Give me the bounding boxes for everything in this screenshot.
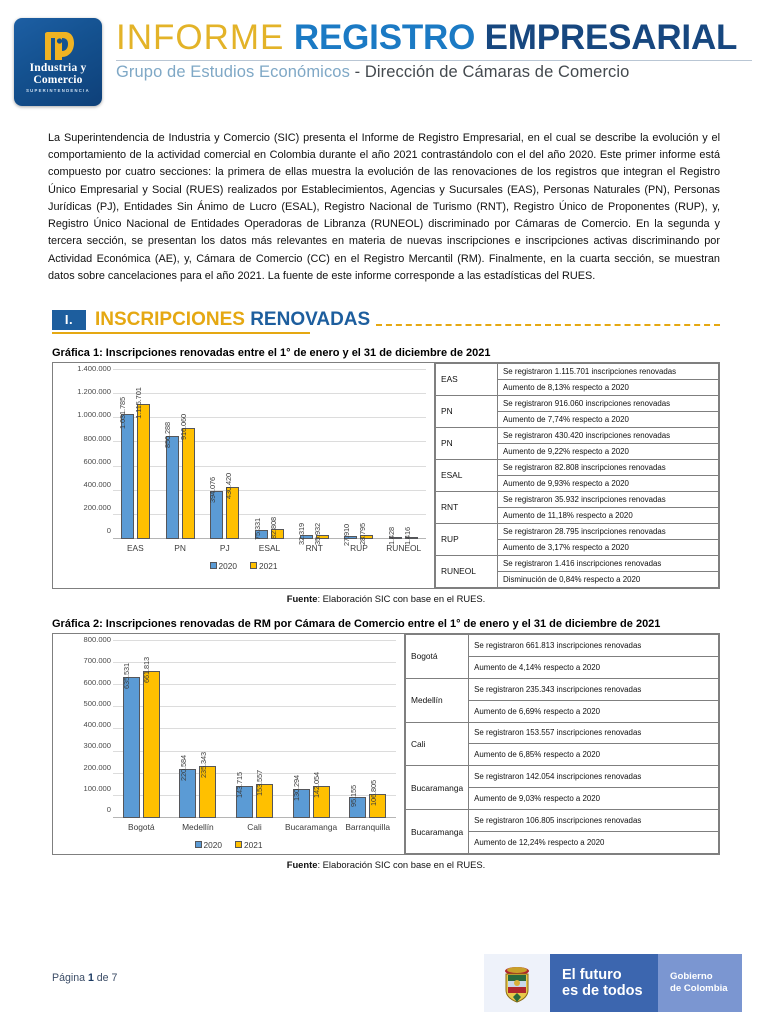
bar-Cali-2021 [255, 769, 273, 818]
table-cell-variation: Aumento de 6,85% respecto a 2020 [469, 744, 719, 766]
chart-1-bars [113, 369, 426, 546]
bar-group [337, 369, 382, 546]
y-tick-label: 1.200.000 [77, 387, 111, 397]
figure-2-table-cell [405, 634, 719, 854]
bar-value-label: 661.813 [142, 656, 152, 683]
section-underline [52, 332, 310, 334]
header-divider [116, 60, 752, 61]
y-tick-label: 400.000 [83, 720, 111, 730]
bar-group [113, 640, 170, 818]
bar-group [283, 640, 340, 818]
bar-PJ-2021 [223, 472, 239, 539]
bar-PN-2020 [163, 421, 179, 539]
figure-2-title: Gráfica 2: Inscripciones renovadas de RM por Cámara de Comercio entre el 1° de enero y el 31 de diciembre de 2021 [52, 617, 661, 630]
x-tick-label: ESAL [258, 542, 281, 553]
legend-label: 2021 [244, 839, 263, 850]
section-title-inscripciones: INSCRIPCIONES [95, 308, 245, 330]
table-cell-registered: Se registraron 661.813 inscripciones renovadas [469, 634, 719, 656]
legend-item-2020[interactable] [210, 561, 237, 571]
y-tick-label: 700.000 [83, 656, 111, 666]
bar-value-label: 130.294 [292, 774, 302, 801]
y-tick-label: 400.000 [83, 479, 111, 489]
legend-swatch [235, 841, 242, 848]
chart-1-legend [57, 561, 430, 571]
bar-Bucaramanga-2021 [312, 772, 330, 818]
table-row [406, 722, 719, 744]
bar-group [113, 369, 158, 539]
bar-value-label: 28.795 [357, 523, 367, 546]
bar-group [170, 640, 227, 818]
bar-group [158, 369, 203, 539]
y-tick-label: 600.000 [83, 456, 111, 466]
table-cell-registered: Se registraron 430.420 inscripciones renovadas [498, 427, 719, 443]
bar-group [202, 369, 247, 539]
table-row [436, 363, 719, 379]
bar-Bogotá-2020 [122, 662, 140, 818]
table-cell-variation: Aumento de 11,18% respecto a 2020 [498, 507, 719, 523]
figure-1-source-label: Fuente [286, 592, 318, 604]
table-cell-category: RNT [436, 491, 498, 523]
table-cell-variation: Aumento de 4,14% respecto a 2020 [469, 656, 719, 678]
bar-ESAL-2021 [268, 516, 284, 539]
bar-PJ-2020 [207, 477, 223, 539]
sic-logo-subtext: SUPERINTENDENCIA [26, 88, 90, 94]
table-cell-variation: Aumento de 7,74% respecto a 2020 [498, 411, 719, 427]
y-tick-label: 0 [106, 805, 111, 815]
legend-label: 2020 [218, 560, 237, 571]
chart-2-bars [113, 640, 396, 818]
figure-1 [52, 347, 720, 604]
figure-2-source [52, 859, 720, 870]
y-tick-label: 800.000 [83, 433, 111, 443]
bar-RUP-2020 [341, 523, 357, 546]
bar-value-label: 394.076 [207, 477, 217, 504]
section-title [95, 309, 370, 331]
table-cell-variation: Aumento de 12,24% respecto a 2020 [469, 831, 719, 853]
table-cell-registered: Se registraron 28.795 inscripciones renovadas [498, 523, 719, 539]
bar-value-label: 1.416 [402, 526, 412, 545]
section-number: I. [52, 310, 86, 330]
chart-2-legend [57, 840, 400, 850]
table-cell-registered: Se registraron 1.115.701 inscripciones renovadas [498, 363, 719, 379]
chart-2-x-axis [113, 822, 396, 832]
figure-1-source [52, 593, 720, 604]
table-row [436, 523, 719, 539]
bar-EAS-2021 [134, 386, 150, 539]
y-tick-label: 1.000.000 [77, 410, 111, 420]
gov-brand-line2: de Colombia [670, 983, 728, 994]
legend-item-2021[interactable] [235, 840, 262, 850]
x-tick-label: RUP [350, 542, 368, 553]
x-tick-label: RUNEOL [386, 542, 422, 553]
table-cell-registered: Se registraron 142.054 inscripciones renovadas [469, 766, 719, 788]
bar-value-label: 1.031.785 [118, 396, 128, 429]
chart-2-y-axis [57, 634, 111, 818]
table-cell-variation: Aumento de 8,13% respecto a 2020 [498, 379, 719, 395]
table-cell-variation: Aumento de 9,03% respecto a 2020 [469, 788, 719, 810]
bar-Medellín-2021 [198, 751, 216, 818]
subtitle-grupo: Grupo de Estudios Económicos [116, 62, 350, 81]
intro-paragraph: La Superintendencia de Industria y Comercio (SIC) presenta el Informe de Registro Empresarial, en el cual se describe la evolución y el comportamiento de la actividad comercial en Colombia durante el año 2021 contrastándolo con el del año 2020. Este primer informe está compuesto por cuatro secciones: la primera de ellas muestra la evolución de las renovaciones de los registros que integran el Registro Único Empresarial y Social (RUES) realizados por Establecimientos, Agencias y Sucursales (EAS), Personas Naturales (PN), Personas Jurídicas (PJ), Entidades Sin Ánimo de Lucro (ESAL), Registro Nacional de Turismo (RNT), Registro Único de Proponentes (RUP), y, Registro Único Nacional de Entidades Operadoras de Libranza (RUNEOL) discriminado por Cámaras de Comercio. En la segunda y tercera sección, se presentan los datos más relevantes en materia de nuevas inscripciones e inscripciones activas discriminando por Actividad Económica (AE), y, Cámara de Comercio (CC) en el Registro Mercantil (RM). Finalmente, en la cuarta sección, se muestran datos sobre cancelaciones para el año 2021. La fuente de este informe corresponde a las estadísticas del RUES. [48, 132, 720, 282]
table-cell-category: Bogotá [406, 634, 469, 678]
table-cell-category: PN [436, 427, 498, 459]
chart-1-y-axis [57, 363, 111, 539]
bar-group [292, 369, 337, 546]
table-row [436, 555, 719, 571]
x-tick-label: RNT [305, 542, 323, 553]
bar-value-label: 32.319 [297, 523, 307, 546]
title-informe: INFORME [116, 18, 285, 57]
table-cell-registered: Se registraron 1.416 inscripciones renovadas [498, 555, 719, 571]
page-prefix: Página [52, 972, 88, 984]
legend-swatch [195, 841, 202, 848]
x-tick-label: Medellín [182, 821, 214, 832]
chart-1-x-axis [113, 543, 426, 553]
y-tick-label: 200.000 [83, 503, 111, 513]
title-empresarial: EMPRESARIAL [484, 18, 738, 57]
table-row [436, 491, 719, 507]
gov-tagline-line1: El futuro [562, 966, 622, 983]
y-tick-label: 600.000 [83, 677, 111, 687]
x-tick-label: EAS [126, 542, 144, 553]
page-title [116, 20, 752, 57]
legend-item-2020[interactable] [195, 840, 222, 850]
page-subtitle [116, 63, 752, 82]
x-tick-label: PJ [219, 542, 230, 553]
table-row [406, 766, 719, 788]
gov-brand [658, 954, 742, 1012]
bar-PN-2021 [179, 413, 195, 539]
figure-1-table [435, 363, 719, 588]
figure-2-table [405, 634, 719, 854]
bar-Barranquilla-2020 [348, 784, 366, 818]
bar-value-label: 916.060 [179, 413, 189, 440]
bar-RUP-2021 [357, 523, 373, 546]
bar-Bucaramanga-2020 [292, 774, 310, 818]
table-row [436, 459, 719, 475]
chart-2-canvas [57, 634, 400, 850]
table-row [406, 678, 719, 700]
x-tick-label: Barranquilla [345, 821, 391, 832]
table-row [436, 427, 719, 443]
gov-tagline-line2: es de todos [562, 983, 643, 999]
coat-of-arms-container [484, 954, 550, 1012]
gov-brand-line1: Gobierno [670, 971, 713, 983]
header-title-block [116, 20, 752, 82]
table-cell-registered: Se registraron 235.343 inscripciones renovadas [469, 678, 719, 700]
page-current: 1 [87, 972, 94, 984]
bar-value-label: 635.531 [122, 662, 132, 689]
y-tick-label: 800.000 [83, 634, 111, 644]
x-tick-label: Bucaramanga [285, 821, 338, 832]
bar-value-label: 430.420 [223, 472, 233, 499]
sic-logo-line2: Comercio [33, 73, 83, 86]
page-header [0, 0, 768, 112]
bar-value-label: 1.428 [386, 526, 396, 545]
page-footer [0, 948, 768, 1024]
bar-value-label: 75.331 [252, 517, 262, 540]
table-cell-variation: Aumento de 9,93% respecto a 2020 [498, 475, 719, 491]
figure-1-source-text: : Elaboración SIC con base en el RUES. [317, 592, 486, 604]
sic-logo-icon [41, 31, 75, 61]
bar-RUNEOL-2021 [402, 526, 418, 545]
table-cell-category: EAS [436, 363, 498, 395]
bar-value-label: 82.808 [268, 516, 278, 539]
bar-value-label: 35.932 [313, 522, 323, 545]
y-tick-label: 500.000 [83, 698, 111, 708]
legend-label: 2021 [259, 560, 278, 571]
bar-EAS-2020 [118, 396, 134, 539]
table-row [406, 810, 719, 832]
section-banner-inscripciones-renovadas [52, 307, 720, 333]
gov-tagline [550, 954, 658, 1012]
table-cell-registered: Se registraron 82.808 inscripciones renovadas [498, 459, 719, 475]
sic-logo [14, 18, 102, 106]
legend-item-2021[interactable] [250, 561, 277, 571]
figure-1-title: Gráfica 1: Inscripciones renovadas entre el 1° de enero y el 31 de diciembre de 2021 [52, 346, 491, 359]
bar-value-label: 153.557 [255, 769, 265, 796]
y-tick-label: 1.400.000 [77, 363, 111, 373]
table-cell-category: RUP [436, 523, 498, 555]
table-row [406, 634, 719, 656]
bar-value-label: 27.910 [341, 523, 351, 546]
table-cell-category: ESAL [436, 459, 498, 491]
figure-2 [52, 618, 720, 870]
table-cell-category: Bucaramanga [406, 810, 469, 854]
page-number-indicator [52, 972, 117, 984]
table-cell-variation: Aumento de 9,22% respecto a 2020 [498, 443, 719, 459]
bar-value-label: 95.155 [348, 784, 358, 807]
legend-swatch [210, 562, 217, 569]
colombia-coat-of-arms-icon [500, 962, 534, 1004]
table-cell-category: RUNEOL [436, 555, 498, 587]
x-tick-label: PN [174, 542, 186, 553]
bar-ESAL-2020 [252, 517, 268, 540]
table-cell-registered: Se registraron 916.060 inscripciones renovadas [498, 395, 719, 411]
x-tick-label: Bogotá [128, 821, 155, 832]
section-title-renovadas: RENOVADAS [250, 308, 371, 330]
bar-value-label: 850.288 [163, 421, 173, 448]
y-tick-label: 200.000 [83, 762, 111, 772]
table-cell-category: Medellín [406, 678, 469, 722]
bar-value-label: 142.054 [312, 772, 322, 799]
figure-2-source-label: Fuente [286, 858, 318, 870]
bar-group [381, 369, 426, 545]
bar-RNT-2021 [313, 522, 329, 545]
x-tick-label: Cali [247, 821, 262, 832]
table-cell-category: Cali [406, 722, 469, 766]
chart-1-canvas [57, 363, 430, 571]
table-cell-registered: Se registraron 35.932 inscripciones renovadas [498, 491, 719, 507]
table-cell-category: PN [436, 395, 498, 427]
bar-Barranquilla-2021 [368, 780, 386, 818]
table-cell-variation: Disminución de 0,84% respecto a 2020 [498, 571, 719, 587]
gov-colombia-logo [484, 954, 742, 1012]
figure-1-chart [53, 363, 435, 588]
bar-value-label: 143.715 [235, 771, 245, 799]
table-row [436, 395, 719, 411]
bar-Bogotá-2021 [142, 656, 160, 818]
title-registro: REGISTRO [293, 18, 476, 57]
table-cell-variation: Aumento de 6,69% respecto a 2020 [469, 700, 719, 722]
sic-logo-line1: Industria y [29, 61, 87, 74]
bar-value-label: 220.584 [178, 754, 188, 781]
bar-value-label: 235.343 [198, 751, 208, 778]
bar-group [226, 640, 283, 818]
bar-RUNEOL-2020 [386, 526, 402, 545]
section-dashed-rule [376, 324, 720, 326]
y-tick-label: 100.000 [83, 784, 111, 794]
y-tick-label: 300.000 [83, 741, 111, 751]
table-cell-variation: Aumento de 3,17% respecto a 2020 [498, 539, 719, 555]
page-suffix: de 7 [93, 972, 118, 984]
y-tick-label: 0 [106, 526, 111, 536]
bar-RNT-2020 [297, 523, 313, 546]
subtitle-separator: - [349, 62, 365, 81]
legend-swatch [250, 562, 257, 569]
figure-2-chart [53, 634, 405, 854]
bar-Medellín-2020 [178, 754, 196, 818]
bar-group [339, 640, 396, 818]
table-cell-category: Bucaramanga [406, 766, 469, 810]
subtitle-direccion: Dirección de Cámaras de Comercio [364, 62, 630, 81]
bar-value-label: 106.805 [368, 780, 378, 807]
bar-value-label: 1.115.701 [134, 386, 144, 419]
figure-2-source-text: : Elaboración SIC con base en el RUES. [317, 858, 486, 870]
table-cell-registered: Se registraron 153.557 inscripciones renovadas [469, 722, 719, 744]
table-cell-registered: Se registraron 106.805 inscripciones renovadas [469, 810, 719, 832]
figure-1-table-cell [435, 363, 719, 588]
bar-group [247, 369, 292, 539]
bar-Cali-2020 [235, 771, 253, 818]
legend-label: 2020 [203, 839, 222, 850]
